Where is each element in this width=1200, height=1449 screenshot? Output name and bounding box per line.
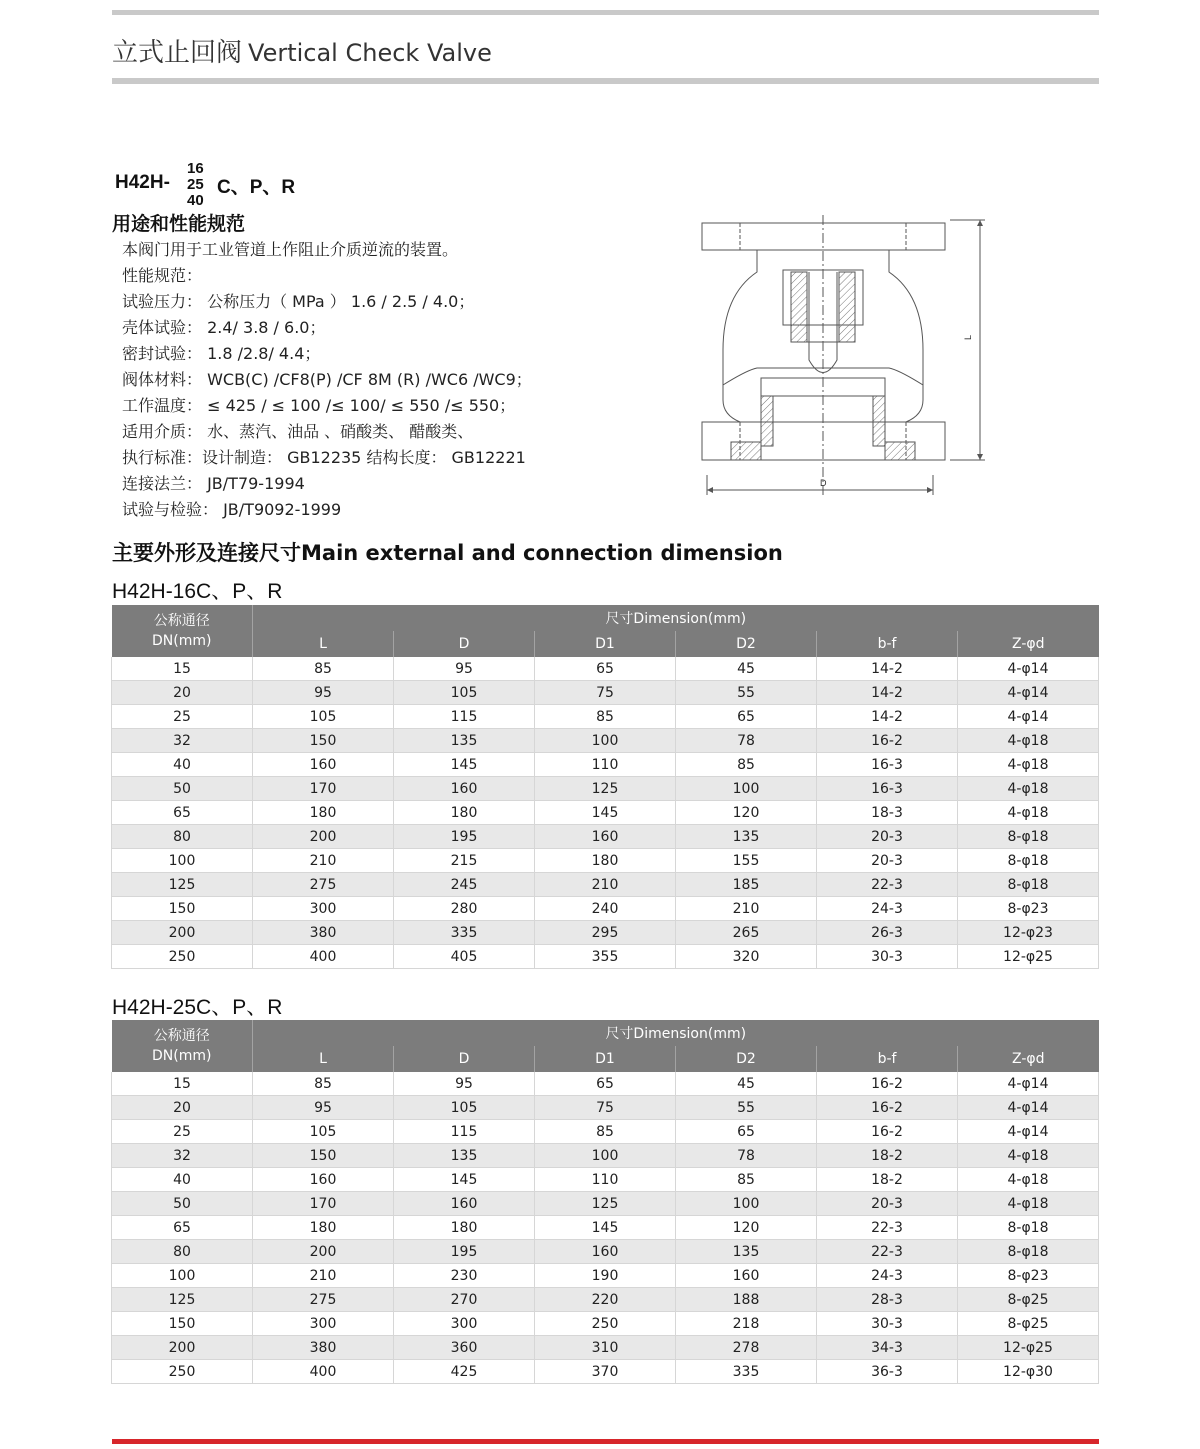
table-cell: 210 — [676, 897, 817, 921]
spec-line: 试验压力： 公称压力（ MPa ） 1.6 / 2.5 / 4.0； — [122, 292, 475, 311]
model-pressure: 25 — [187, 176, 204, 193]
table-cell: 85 — [535, 1120, 676, 1144]
model-pressure-stack — [187, 161, 204, 209]
dim-label-l: L — [963, 334, 973, 340]
dn-cell: 100 — [112, 1264, 253, 1288]
spec-line: 本阀门用于工业管道上作阻止介质逆流的装置。 — [122, 240, 459, 259]
table-cell: 78 — [676, 729, 817, 753]
table-cell: 8-φ18 — [958, 825, 1099, 849]
table-cell: 95 — [253, 1096, 394, 1120]
table-row — [112, 1168, 1099, 1192]
dn-cell: 125 — [112, 1288, 253, 1312]
table-title: H42H-16C、P、R — [112, 580, 283, 603]
table-row — [112, 801, 1099, 825]
table-cell: 110 — [535, 753, 676, 777]
dn-header-cn: 公称通径 — [153, 1028, 210, 1044]
table-cell: 180 — [253, 1216, 394, 1240]
table-cell: 160 — [535, 825, 676, 849]
dn-header-cn: 公称通径 — [153, 613, 210, 629]
table-cell: 195 — [394, 1240, 535, 1264]
table-row — [112, 1096, 1099, 1120]
table-row — [112, 921, 1099, 945]
table-cell: 24-3 — [817, 1264, 958, 1288]
table-row — [112, 873, 1099, 897]
table-cell: 12-φ25 — [958, 1336, 1099, 1360]
table-cell: 85 — [676, 1168, 817, 1192]
table-cell: 8-φ25 — [958, 1312, 1099, 1336]
table-row — [112, 1216, 1099, 1240]
table-row — [112, 1072, 1099, 1096]
table-cell: 105 — [253, 1120, 394, 1144]
dn-cell: 25 — [112, 1120, 253, 1144]
table-cell: 30-3 — [817, 1312, 958, 1336]
dn-cell: 100 — [112, 849, 253, 873]
dn-cell: 150 — [112, 897, 253, 921]
table-cell: 170 — [253, 1192, 394, 1216]
table-cell: 160 — [535, 1240, 676, 1264]
table-cell: 8-φ18 — [958, 1240, 1099, 1264]
table-cell: 14-2 — [817, 705, 958, 729]
table-cell: 18-2 — [817, 1168, 958, 1192]
table-cell: 8-φ18 — [958, 1216, 1099, 1240]
dn-cell: 250 — [112, 945, 253, 969]
table-cell: 28-3 — [817, 1288, 958, 1312]
page-title-cn: 立式止回阀 — [112, 38, 243, 68]
table-cell: 20-3 — [817, 849, 958, 873]
table-cell: 425 — [394, 1360, 535, 1384]
table-cell: 8-φ18 — [958, 849, 1099, 873]
table-row — [112, 729, 1099, 753]
table-cell: 360 — [394, 1336, 535, 1360]
footer-divider — [112, 1439, 1099, 1444]
dn-header-en: DN(mm) — [152, 1048, 212, 1064]
table-row — [112, 1120, 1099, 1144]
table-cell: 105 — [394, 681, 535, 705]
table-cell: 150 — [253, 1144, 394, 1168]
table-cell: 160 — [676, 1264, 817, 1288]
table-cell: 115 — [394, 705, 535, 729]
table-cell: 300 — [253, 1312, 394, 1336]
column-header: L — [253, 1046, 394, 1072]
spec-line: 试验与检验： JB/T9092-1999 — [122, 500, 342, 519]
table-cell: 4-φ18 — [958, 1168, 1099, 1192]
table-cell: 4-φ18 — [958, 801, 1099, 825]
table-cell: 105 — [394, 1096, 535, 1120]
table-cell: 4-φ14 — [958, 1096, 1099, 1120]
column-header: b-f — [817, 631, 958, 657]
table-cell: 270 — [394, 1288, 535, 1312]
table-cell: 160 — [394, 777, 535, 801]
table-cell: 155 — [676, 849, 817, 873]
table-cell: 170 — [253, 777, 394, 801]
table-cell: 85 — [253, 657, 394, 681]
title-divider — [112, 78, 1099, 84]
table-cell: 26-3 — [817, 921, 958, 945]
dn-cell: 80 — [112, 1240, 253, 1264]
table-cell: 12-φ25 — [958, 945, 1099, 969]
column-header: D2 — [676, 1046, 817, 1072]
table-cell: 320 — [676, 945, 817, 969]
dn-cell: 15 — [112, 1072, 253, 1096]
table-cell: 65 — [676, 1120, 817, 1144]
table-cell: 100 — [676, 777, 817, 801]
table-cell: 295 — [535, 921, 676, 945]
table-cell: 20-3 — [817, 1192, 958, 1216]
table-cell: 85 — [253, 1072, 394, 1096]
table-cell: 75 — [535, 1096, 676, 1120]
dim-label-d: D — [820, 478, 827, 488]
dimension-header: 尺寸Dimension(mm) — [253, 1020, 1099, 1046]
table-cell: 20-3 — [817, 825, 958, 849]
table-cell: 145 — [535, 1216, 676, 1240]
table-cell: 100 — [535, 1144, 676, 1168]
table-cell: 160 — [253, 1168, 394, 1192]
model-base: H42H- — [115, 172, 170, 193]
table-cell: 335 — [676, 1360, 817, 1384]
table-cell: 190 — [535, 1264, 676, 1288]
table-title: H42H-25C、P、R — [112, 996, 283, 1019]
table-cell: 265 — [676, 921, 817, 945]
table-cell: 275 — [253, 1288, 394, 1312]
table-cell: 4-φ18 — [958, 1144, 1099, 1168]
column-header: D2 — [676, 631, 817, 657]
column-header: L — [253, 631, 394, 657]
spec-line: 适用介质： 水、蒸汽、油品 、硝酸类、 醋酸类、 — [122, 422, 474, 441]
table-cell: 250 — [535, 1312, 676, 1336]
spec-line: 壳体试验： 2.4/ 3.8 / 6.0； — [122, 318, 326, 337]
spec-line: 连接法兰： JB/T79-1994 — [122, 474, 305, 493]
table-cell: 160 — [394, 1192, 535, 1216]
dn-cell: 50 — [112, 777, 253, 801]
table-row — [112, 1360, 1099, 1384]
table-cell: 195 — [394, 825, 535, 849]
table-row — [112, 705, 1099, 729]
table-cell: 210 — [535, 873, 676, 897]
dn-cell: 32 — [112, 729, 253, 753]
table-cell: 400 — [253, 1360, 394, 1384]
table-cell: 100 — [535, 729, 676, 753]
table-cell: 200 — [253, 825, 394, 849]
table-cell: 100 — [676, 1192, 817, 1216]
table-cell: 16-2 — [817, 1120, 958, 1144]
table-cell: 16-2 — [817, 1072, 958, 1096]
column-header: b-f — [817, 1046, 958, 1072]
table-cell: 380 — [253, 1336, 394, 1360]
top-divider — [112, 10, 1099, 15]
column-header: D1 — [535, 1046, 676, 1072]
dn-cell: 150 — [112, 1312, 253, 1336]
table-cell: 180 — [394, 801, 535, 825]
table-cell: 215 — [394, 849, 535, 873]
table-cell: 4-φ14 — [958, 657, 1099, 681]
table-cell: 8-φ25 — [958, 1288, 1099, 1312]
table-cell: 300 — [253, 897, 394, 921]
table-row — [112, 1264, 1099, 1288]
table-cell: 180 — [253, 801, 394, 825]
table-cell: 36-3 — [817, 1360, 958, 1384]
dn-cell: 200 — [112, 921, 253, 945]
table-cell: 45 — [676, 1072, 817, 1096]
table-cell: 65 — [676, 705, 817, 729]
table-cell: 210 — [253, 1264, 394, 1288]
table-cell: 95 — [394, 1072, 535, 1096]
table-cell: 220 — [535, 1288, 676, 1312]
table-cell: 180 — [394, 1216, 535, 1240]
table-cell: 145 — [535, 801, 676, 825]
table-cell: 125 — [535, 1192, 676, 1216]
table-cell: 78 — [676, 1144, 817, 1168]
dn-cell: 250 — [112, 1360, 253, 1384]
table-cell: 370 — [535, 1360, 676, 1384]
table-cell: 150 — [253, 729, 394, 753]
table-cell: 125 — [535, 777, 676, 801]
table-row — [112, 753, 1099, 777]
dn-cell: 200 — [112, 1336, 253, 1360]
table-cell: 110 — [535, 1168, 676, 1192]
dn-header — [112, 605, 253, 657]
table-cell: 14-2 — [817, 657, 958, 681]
table-row — [112, 681, 1099, 705]
page-title-en: Vertical Check Valve — [248, 39, 492, 67]
table-cell: 275 — [253, 873, 394, 897]
dn-cell: 80 — [112, 825, 253, 849]
column-header: D — [394, 1046, 535, 1072]
table-row — [112, 897, 1099, 921]
table-row — [112, 1288, 1099, 1312]
dn-cell: 15 — [112, 657, 253, 681]
table-cell: 335 — [394, 921, 535, 945]
table-row — [112, 777, 1099, 801]
table-cell: 280 — [394, 897, 535, 921]
table-cell: 145 — [394, 753, 535, 777]
table-cell: 14-2 — [817, 681, 958, 705]
table-cell: 8-φ23 — [958, 1264, 1099, 1288]
table-cell: 185 — [676, 873, 817, 897]
dimension-table-25 — [111, 1020, 1099, 1384]
table-cell: 135 — [676, 825, 817, 849]
table-cell: 85 — [535, 705, 676, 729]
dn-header-en: DN(mm) — [152, 633, 212, 649]
table-cell: 355 — [535, 945, 676, 969]
table-cell: 135 — [394, 1144, 535, 1168]
table-cell: 22-3 — [817, 1240, 958, 1264]
model-suffix: C、P、R — [217, 177, 296, 198]
table-cell: 4-φ14 — [958, 705, 1099, 729]
table-cell: 4-φ18 — [958, 777, 1099, 801]
table-cell: 22-3 — [817, 1216, 958, 1240]
dn-header — [112, 1020, 253, 1072]
spec-line: 执行标准：设计制造： GB12235 结构长度： GB12221 — [122, 448, 526, 467]
table-row — [112, 849, 1099, 873]
table-cell: 180 — [535, 849, 676, 873]
table-cell: 95 — [394, 657, 535, 681]
dn-cell: 40 — [112, 1168, 253, 1192]
table-cell: 230 — [394, 1264, 535, 1288]
table-cell: 4-φ14 — [958, 1120, 1099, 1144]
dimension-table-16 — [111, 605, 1099, 969]
dn-cell: 65 — [112, 1216, 253, 1240]
table-cell: 85 — [676, 753, 817, 777]
table-cell: 160 — [253, 753, 394, 777]
dn-cell: 65 — [112, 801, 253, 825]
usage-title: 用途和性能规范 — [112, 213, 246, 235]
table-cell: 8-φ23 — [958, 897, 1099, 921]
dn-cell: 32 — [112, 1144, 253, 1168]
table-cell: 45 — [676, 657, 817, 681]
table-cell: 200 — [253, 1240, 394, 1264]
spec-line: 密封试验： 1.8 /2.8/ 4.4； — [122, 344, 321, 363]
table-cell: 12-φ23 — [958, 921, 1099, 945]
dn-cell: 20 — [112, 1096, 253, 1120]
dn-cell: 125 — [112, 873, 253, 897]
column-header: Z-φd — [958, 1046, 1099, 1072]
model-pressure: 40 — [187, 192, 204, 209]
table-cell: 22-3 — [817, 873, 958, 897]
table-cell: 405 — [394, 945, 535, 969]
table-cell: 310 — [535, 1336, 676, 1360]
dn-cell: 25 — [112, 705, 253, 729]
valve-section-drawing — [695, 210, 995, 500]
table-cell: 95 — [253, 681, 394, 705]
table-cell: 120 — [676, 1216, 817, 1240]
spec-line: 工作温度： ≤ 425 / ≤ 100 /≤ 100/ ≤ 550 /≤ 550； — [122, 396, 516, 415]
table-cell: 18-3 — [817, 801, 958, 825]
table-cell: 210 — [253, 849, 394, 873]
table-cell: 16-3 — [817, 777, 958, 801]
table-cell: 135 — [394, 729, 535, 753]
table-row — [112, 657, 1099, 681]
dimension-section-title: 主要外形及连接尺寸Main external and connection dimension — [112, 541, 783, 565]
table-cell: 65 — [535, 657, 676, 681]
table-cell: 4-φ18 — [958, 729, 1099, 753]
column-header: Z-φd — [958, 631, 1099, 657]
table-cell: 55 — [676, 681, 817, 705]
dimension-header: 尺寸Dimension(mm) — [253, 605, 1099, 631]
table-cell: 380 — [253, 921, 394, 945]
table-cell: 65 — [535, 1072, 676, 1096]
table-cell: 300 — [394, 1312, 535, 1336]
table-cell: 30-3 — [817, 945, 958, 969]
table-row — [112, 825, 1099, 849]
table-cell: 145 — [394, 1168, 535, 1192]
table-cell: 55 — [676, 1096, 817, 1120]
spec-line: 阀体材料： WCB(C) /CF8(P) /CF 8M (R) /WC6 /WC9； — [122, 370, 532, 389]
table-cell: 4-φ18 — [958, 753, 1099, 777]
table-row — [112, 945, 1099, 969]
dn-cell: 50 — [112, 1192, 253, 1216]
table-row — [112, 1192, 1099, 1216]
column-header: D1 — [535, 631, 676, 657]
table-cell: 8-φ18 — [958, 873, 1099, 897]
model-pressure: 16 — [187, 160, 204, 177]
table-cell: 24-3 — [817, 897, 958, 921]
table-row — [112, 1336, 1099, 1360]
table-cell: 240 — [535, 897, 676, 921]
table-cell: 135 — [676, 1240, 817, 1264]
column-header: D — [394, 631, 535, 657]
table-cell: 115 — [394, 1120, 535, 1144]
table-cell: 18-2 — [817, 1144, 958, 1168]
spec-list — [122, 237, 532, 523]
dn-cell: 40 — [112, 753, 253, 777]
table-cell: 188 — [676, 1288, 817, 1312]
table-cell: 16-3 — [817, 753, 958, 777]
table-cell: 4-φ14 — [958, 681, 1099, 705]
table-cell: 278 — [676, 1336, 817, 1360]
table-cell: 4-φ18 — [958, 1192, 1099, 1216]
table-cell: 34-3 — [817, 1336, 958, 1360]
table-cell: 75 — [535, 681, 676, 705]
table-row — [112, 1144, 1099, 1168]
table-cell: 245 — [394, 873, 535, 897]
table-cell: 16-2 — [817, 729, 958, 753]
table-cell: 12-φ30 — [958, 1360, 1099, 1384]
table-cell: 120 — [676, 801, 817, 825]
table-cell: 400 — [253, 945, 394, 969]
spec-line: 性能规范： — [122, 266, 203, 285]
table-cell: 16-2 — [817, 1096, 958, 1120]
page-title — [112, 32, 492, 69]
dn-cell: 20 — [112, 681, 253, 705]
table-cell: 4-φ14 — [958, 1072, 1099, 1096]
table-cell: 218 — [676, 1312, 817, 1336]
table-row — [112, 1240, 1099, 1264]
table-cell: 105 — [253, 705, 394, 729]
table-row — [112, 1312, 1099, 1336]
